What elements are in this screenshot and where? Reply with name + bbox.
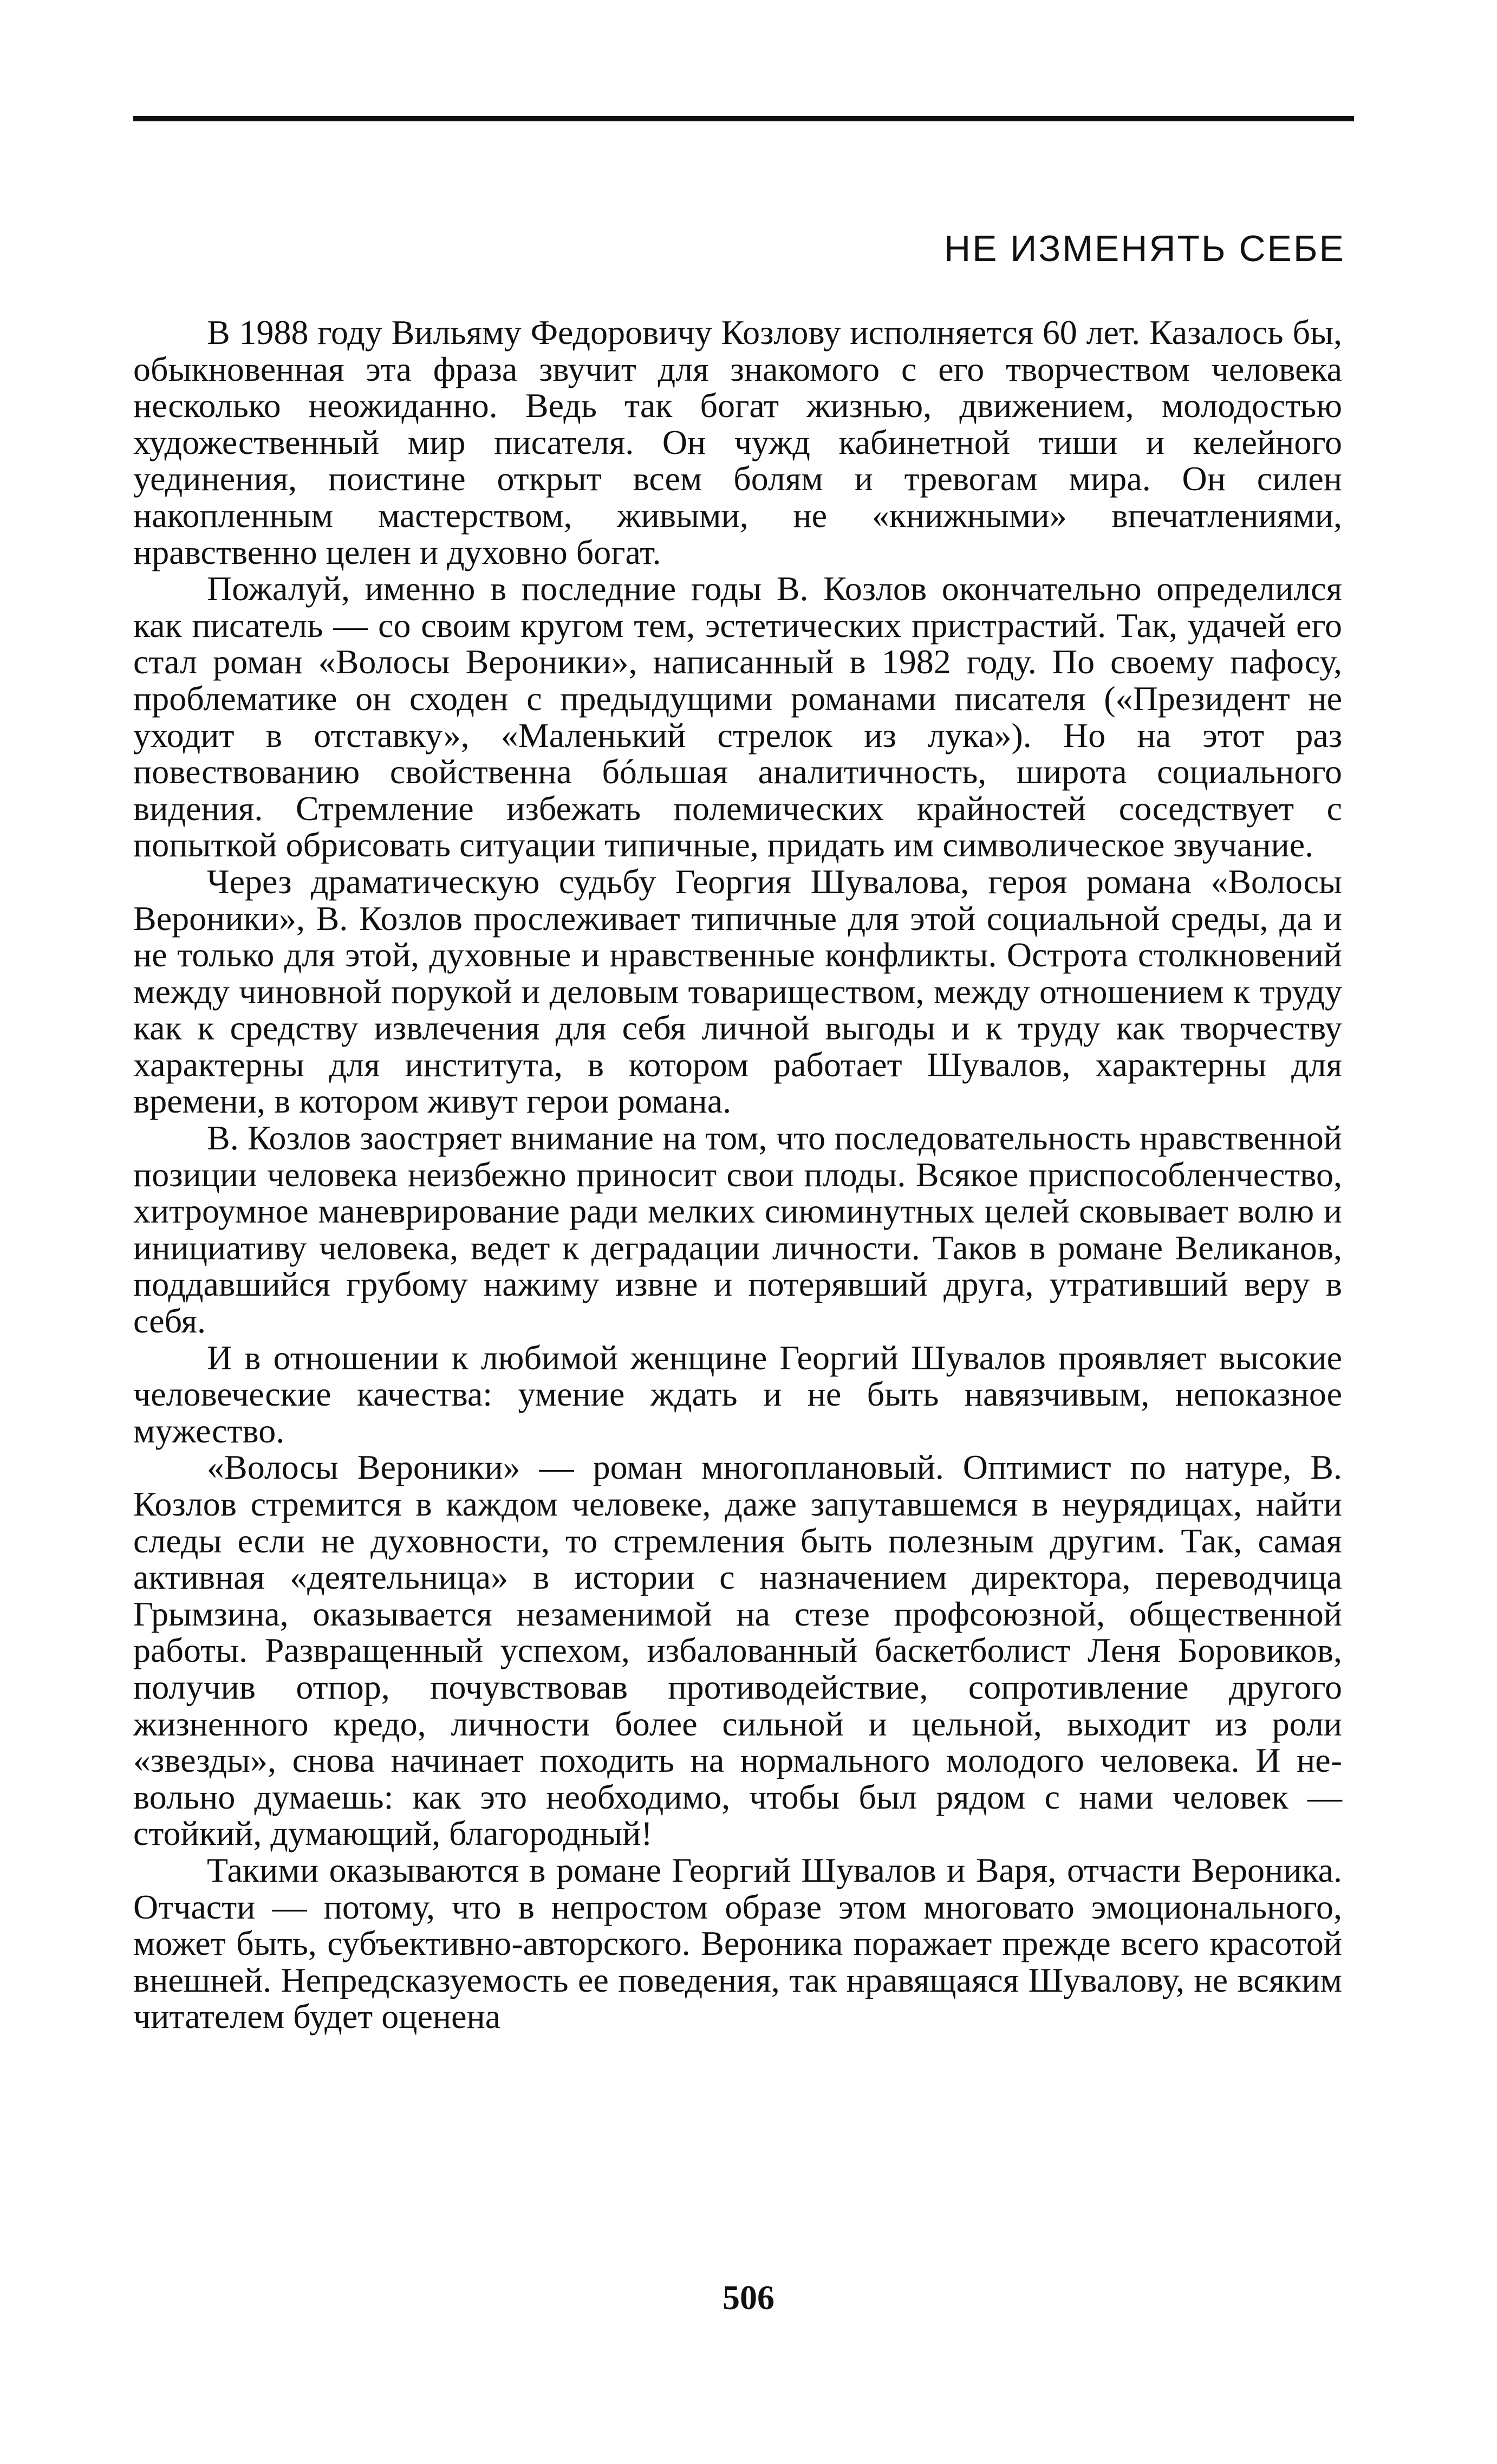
paragraph: И в отношении к любимой женщине Георгий Шувалов проявляет высокие человеческие качества: умение ждать и не быть навязчивым, непоказное мужество. [133, 1338, 1342, 1450]
paragraph: Такими оказываются в романе Георгий Шувалов и Варя, отчасти Вероника. Отчасти — потому, что в непростом образе этом многовато эмоционального, может быть, субъективно-авторского. Вероника поражает прежде всего красотой внешней. Непредсказуемость ее поведения, так нравящаяся Шувалову, не всяким читателем будет оценена [133, 1850, 1342, 2036]
paragraph: В 1988 году Вильяму Федоровичу Козлову исполняется 60 лет. Казалось бы, обыкновенная эта фраза звучит для знакомого с его творчеством человека несколько неожиданно. Ведь так богат жизнью, движением, молодостью художественный мир писателя. Он чужд кабинетной тиши и келейного уединения, поистине открыт всем болям и тревогам мира. Он силен накопленным мастерством, живыми, не «книжными» впечатлениями, нравственно целен и духовно богат. [133, 313, 1342, 571]
top-rule [133, 116, 1354, 121]
article-title: НЕ ИЗМЕНЯТЬ СЕБЕ [943, 228, 1345, 269]
paragraph: Через драматическую судьбу Георгия Шувалова, героя романа «Волосы Вероники», В. Козлов прослеживает типичные для этой социальной среды, да и не только для этой, духовные и нравственные конфликты. Острота столкновений между чиновной порукой и деловым товариществом, между отношением к труду как к средству извлечения для себя личной выгоды и к труду как творчеству характерны для института, в котором работает Шувалов, характерны для времени, в котором живут герои романа. [133, 862, 1342, 1121]
paragraph: Пожалуй, именно в последние годы В. Козлов окончательно определился как писатель — со своим кругом тем, эстетических пристрастий. Так, удачей его стал роман «Волосы Вероники», написанный в 1982 году. По своему пафосу, проблематике он сходен с предыдущими романами писателя («Президент не уходит в отставку», «Маленький стрелок из лука»). Но на этот раз повествованию свойственна бóльшая аналитичность, широта социального видения. Стремление избежать полемических крайностей соседствует с попыткой обрисовать ситуации типичные, придать им символическое звучание. [133, 569, 1342, 864]
paragraph: «Волосы Вероники» — роман многоплановый. Оптимист по натуре, В. Козлов стремится в каждом человеке, даже запутавшемся в неурядицах, найти следы если не духовности, то стремления быть полезным другим. Так, самая активная «деятельница» в истории с назначением директора, переводчица Грымзина, оказывается незаменимой на стезе профсоюзной, общественной работы. Развращенный успехом, избалованный баскетболист Леня Боровиков, получив отпор, почувствовав противодействие, сопротивление другого жизненного кредо, личности более сильной и цельной, выходит из роли «звезды», снова начинает походить на нормального молодого человека. И невольно думаешь: как это необходимо, чтобы был рядом с нами человек — стойкий, думающий, благородный! [133, 1448, 1342, 1853]
page-number: 506 [723, 2278, 774, 2317]
article-body [133, 314, 1342, 2035]
paragraph: В. Козлов заостряет внимание на том, что последовательность нравственной позиции человека неизбежно приносит свои плоды. Всякое приспособленчество, хитроумное маневрирование ради мелких сиюминутных целей сковывает волю и инициативу человека, ведет к деградации личности. Таков в романе Великанов, поддавшийся грубому нажиму извне и потерявший друга, утративший веру в себя. [133, 1119, 1342, 1341]
